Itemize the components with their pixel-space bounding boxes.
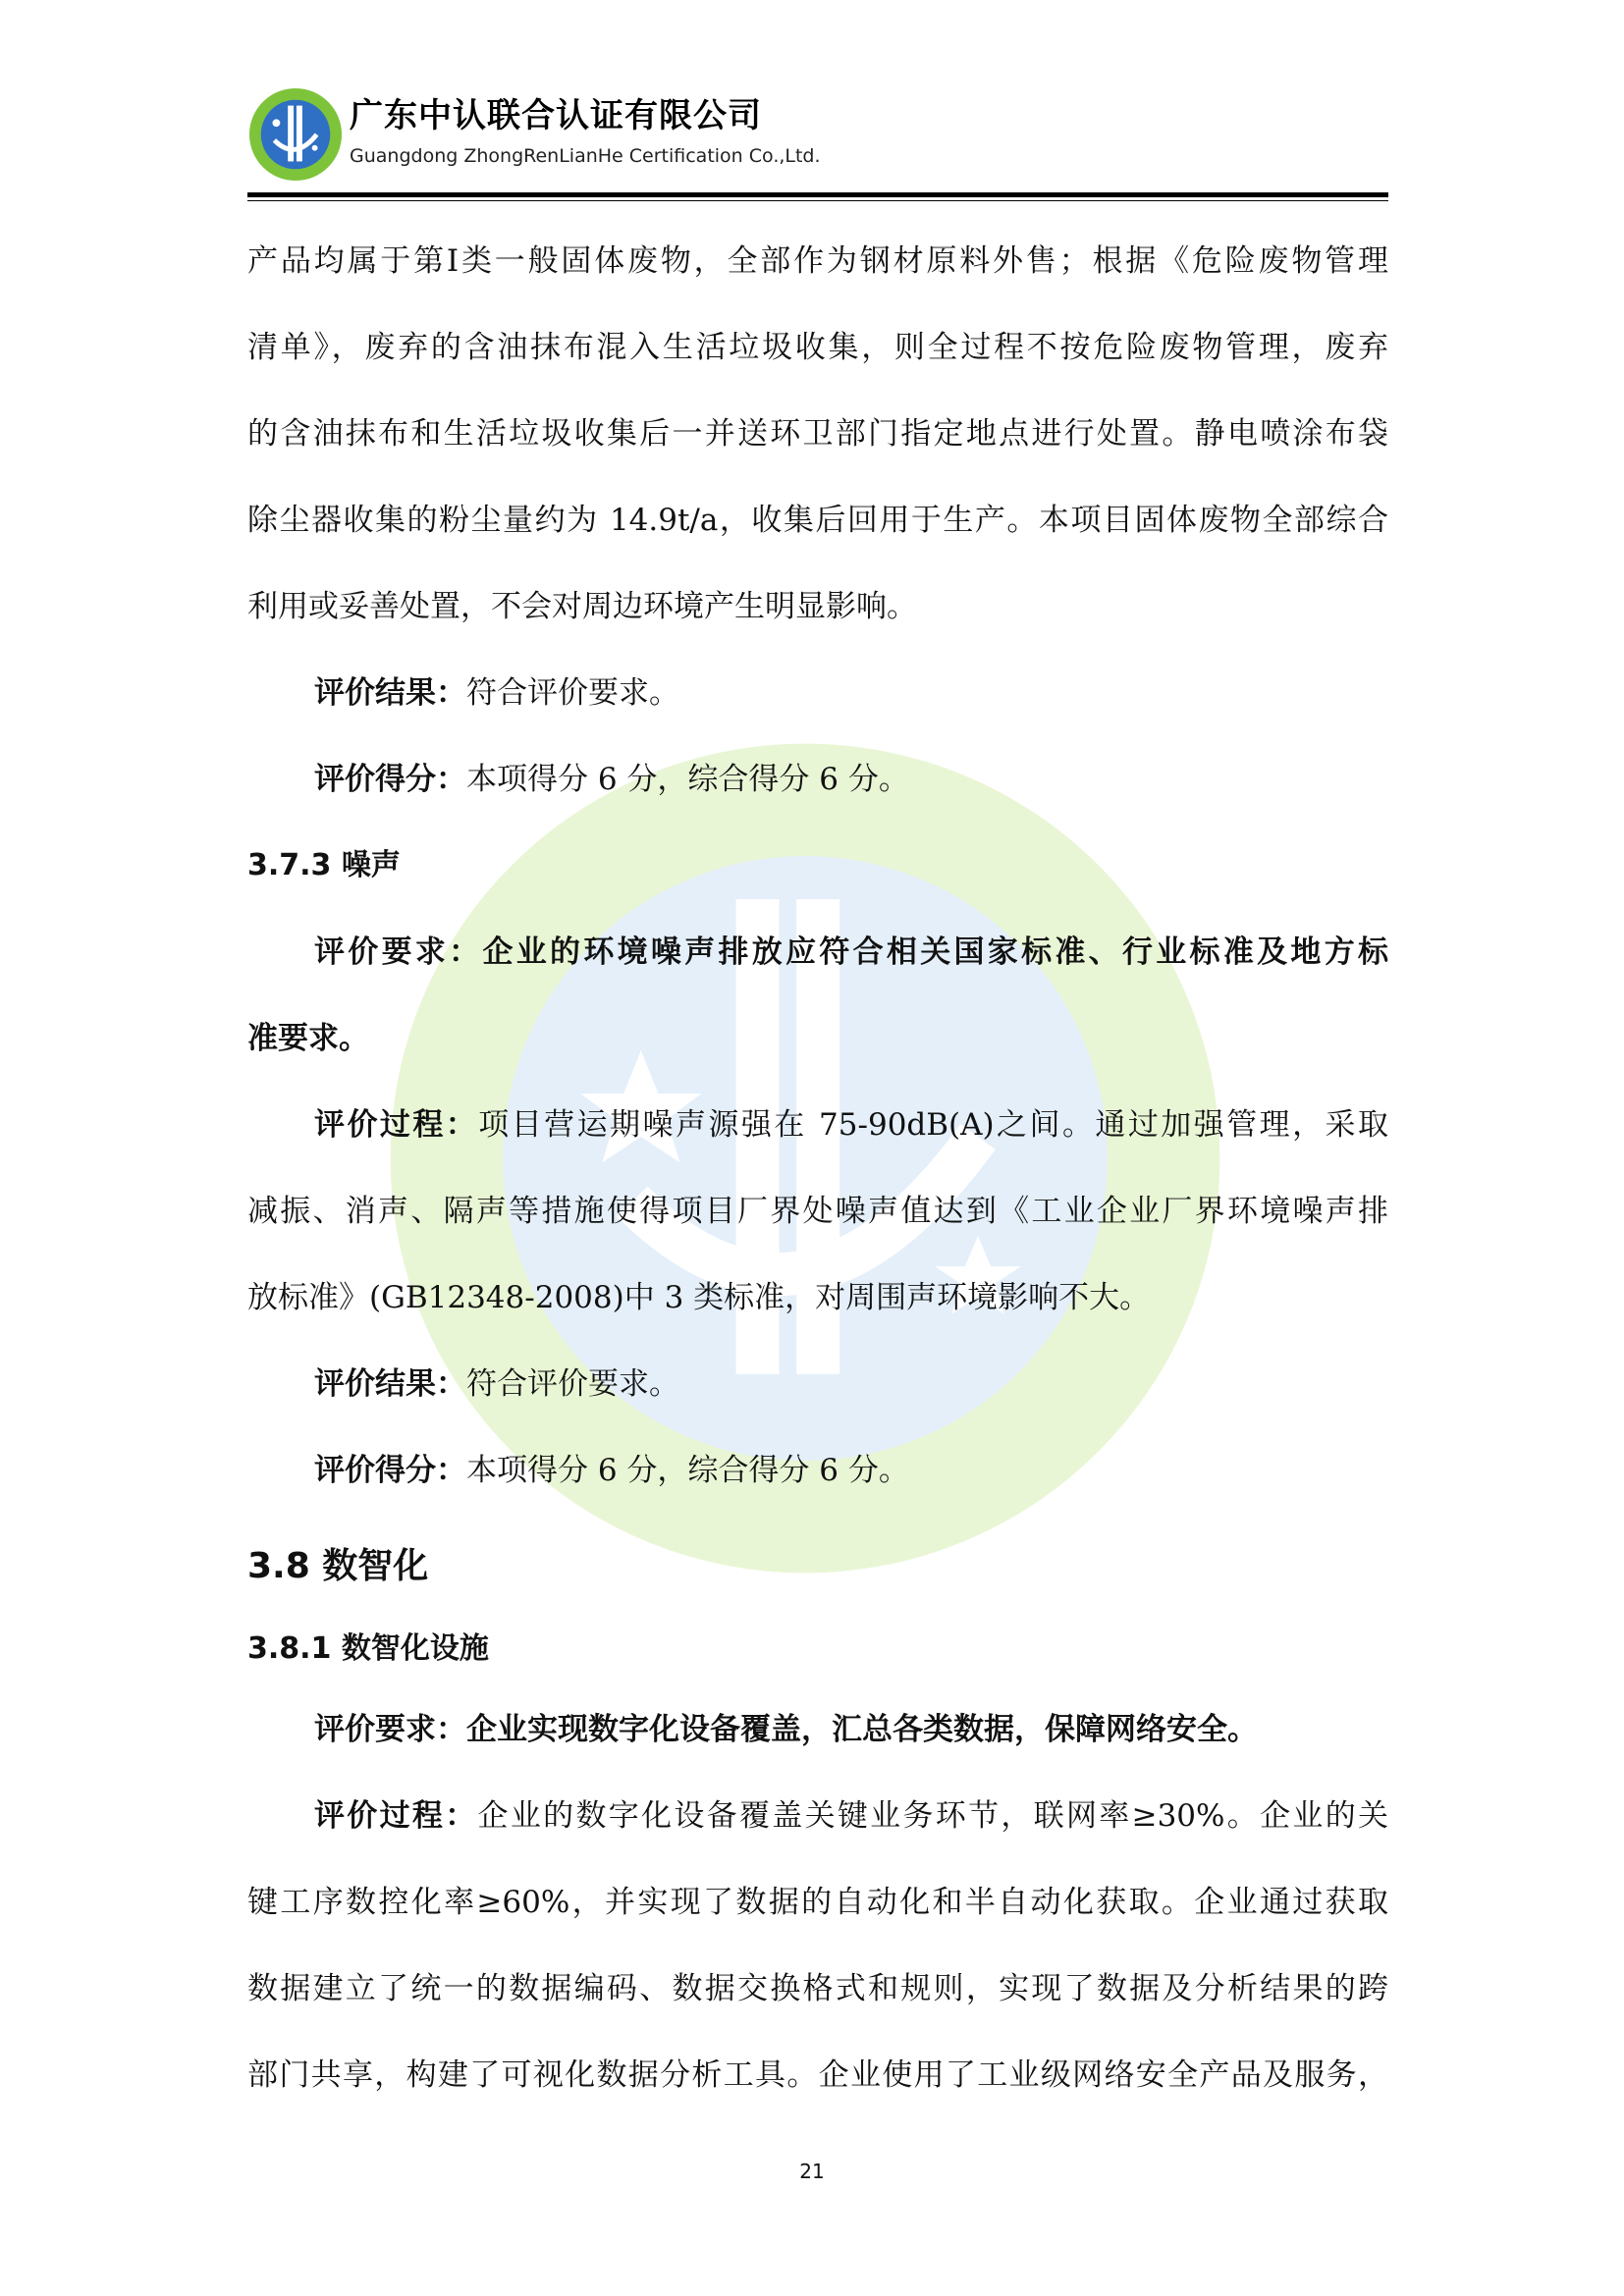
evaluation-score-label: 评价得分： (314, 762, 466, 797)
evaluation-result-label: 评价结果： (314, 1366, 466, 1402)
evaluation-requirement-label: 评价要求： (314, 1712, 466, 1747)
paragraph-line: 放标准》(GB12348-2008)中 3 类标准，对周围声环境影响不大。 (247, 1280, 1151, 1315)
evaluation-score-text: 本项得分 6 分，综合得分 6 分。 (466, 1453, 909, 1488)
evaluation-requirement-label: 评价要求： (314, 934, 483, 970)
section-heading-3-8-1: 3.8.1 数智化设施 (247, 1631, 489, 1666)
paragraph-line: 减振、消声、隔声等措施使得项目厂界处噪声值达到《工业企业厂界环境噪声排 (247, 1194, 1388, 1229)
evaluation-process-text: 项目营运期噪声源强在 75-90dB(A)之间。通过加强管理，采取 (478, 1107, 1389, 1143)
certification-seal-icon (247, 86, 344, 183)
document-body (247, 218, 1388, 2118)
evaluation-requirement (247, 1686, 1388, 1773)
paragraph-line: 键工序数控化率≥60%，并实现了数据的自动化和半自动化获取。企业通过获取 (247, 1885, 1388, 1920)
paragraph-line: 清单》，废弃的含油抹布混入生活垃圾收集，则全过程不按危险废物管理，废弃 (247, 330, 1388, 365)
page-number: 21 (799, 2160, 825, 2183)
evaluation-process (247, 1082, 1388, 1168)
evaluation-process-label: 评价过程： (314, 1107, 479, 1143)
paragraph-line: 的含油抹布和生活垃圾收集后一并送环卫部门指定地点进行处置。静电喷涂布袋 (247, 416, 1388, 452)
paragraph-line: 利用或妥善处置，不会对周边环境产生明显影响。 (247, 589, 917, 624)
evaluation-result-text: 符合评价要求。 (466, 675, 679, 711)
company-name-cn: 广东中认联合认证有限公司 (350, 96, 762, 135)
evaluation-result (247, 1341, 1388, 1427)
evaluation-result-label: 评价结果： (314, 675, 466, 711)
evaluation-score (247, 1427, 1388, 1514)
evaluation-result-text: 符合评价要求。 (466, 1366, 679, 1402)
evaluation-process-label: 评价过程： (314, 1798, 478, 1834)
evaluation-score-label: 评价得分： (314, 1453, 466, 1488)
evaluation-score (247, 736, 1388, 823)
section-heading-3-7-3: 3.7.3 噪声 (247, 848, 401, 882)
header-rule-thick (247, 192, 1388, 197)
company-name-en: Guangdong ZhongRenLianHe Certification Co.,Ltd. (350, 145, 821, 167)
evaluation-score-text: 本项得分 6 分，综合得分 6 分。 (466, 762, 909, 797)
paragraph-line: 产品均属于第I类一般固体废物，全部作为钢材原料外售；根据《危险废物管理 (247, 243, 1388, 279)
paragraph-line: 数据建立了统一的数据编码、数据交换格式和规则，实现了数据及分析结果的跨 (247, 1971, 1388, 2006)
evaluation-result (247, 650, 1388, 736)
evaluation-process-text: 企业的数字化设备覆盖关键业务环节，联网率≥30%。企业的关 (477, 1798, 1389, 1834)
evaluation-process (247, 1773, 1388, 1859)
evaluation-requirement-text: 企业实现数字化设备覆盖，汇总各类数据，保障网络安全。 (466, 1712, 1258, 1747)
paragraph-line: 部门共享，构建了可视化数据分析工具。企业使用了工业级网络安全产品及服务， (247, 2057, 1388, 2093)
header-rule-thin (247, 200, 1388, 201)
evaluation-requirement-text: 企业的环境噪声排放应符合相关国家标准、行业标准及地方标 (482, 934, 1388, 970)
evaluation-requirement-cont: 准要求。 (247, 1021, 369, 1056)
section-heading-3-8: 3.8 数智化 (247, 1546, 429, 1586)
evaluation-requirement (247, 909, 1388, 995)
paragraph-line: 除尘器收集的粉尘量约为 14.9t/a，收集后回用于生产。本项目固体废物全部综合 (247, 503, 1388, 538)
page-header (247, 77, 1388, 192)
